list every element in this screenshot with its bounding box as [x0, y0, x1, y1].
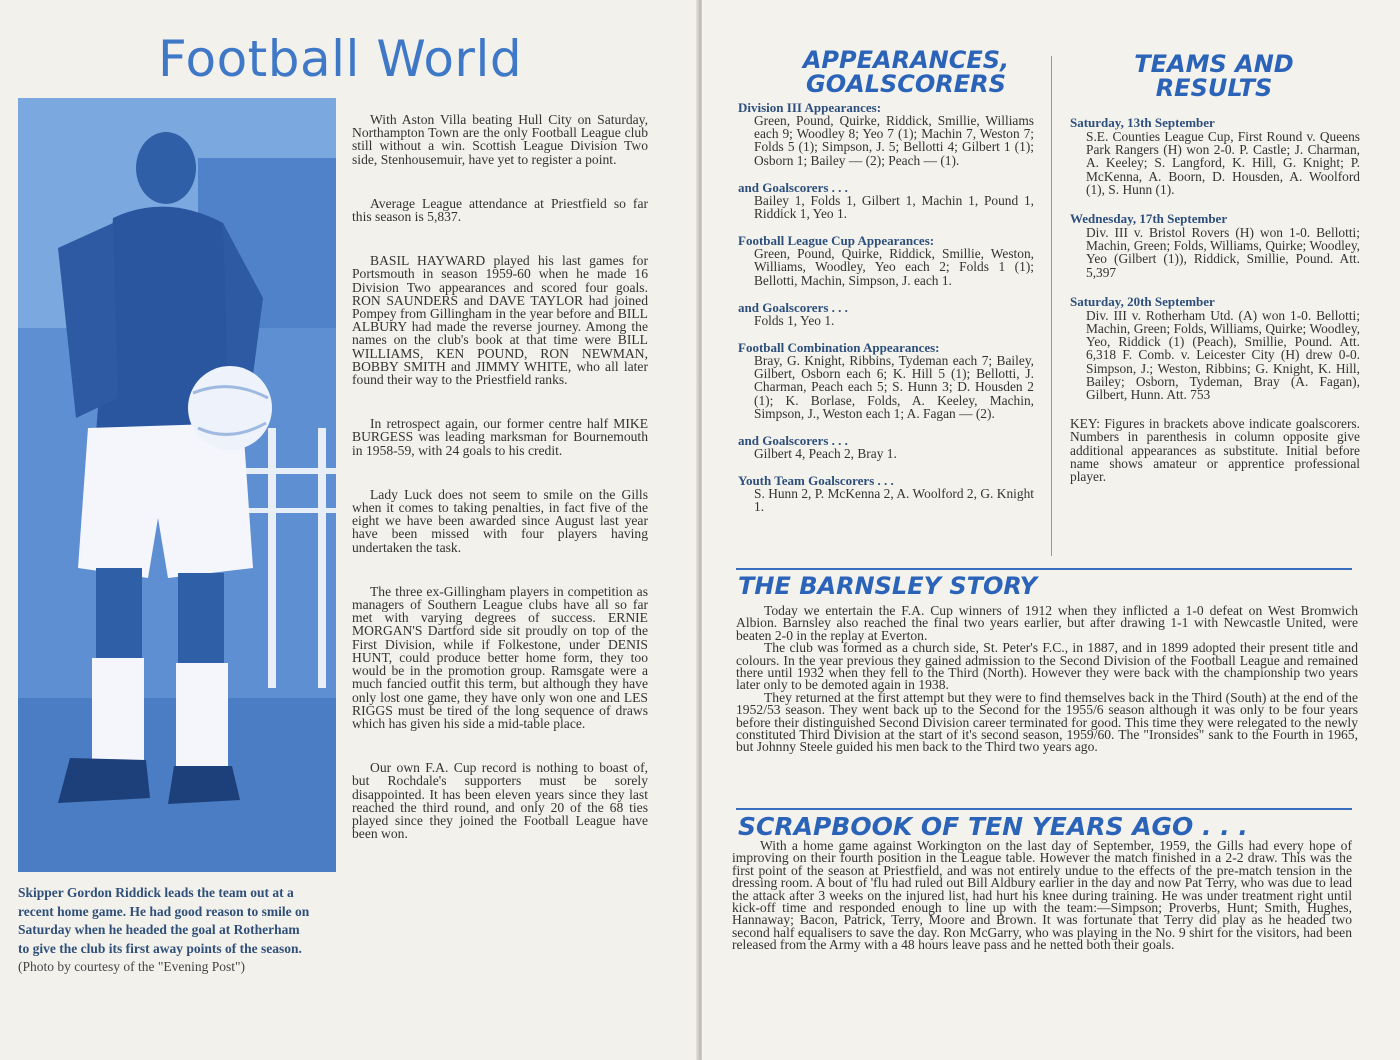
teams-heading: [1078, 52, 1350, 100]
photo-credit: (Photo by courtesy of the "Evening Post"): [18, 959, 245, 974]
appearances-subheading: Football League Cup Appearances:: [738, 233, 935, 249]
appearances-text: Gilbert 4, Peach 2, Bray 1.: [754, 446, 897, 462]
match-report: Div. III v. Bristol Rovers (H) won 1-0. Bellotti; Machin, Green; Folds, Williams, Quirke; Woodley, Yeo (Gilbert (1)), Riddick, Smillie, Pound. Att. 5,397: [1086, 225, 1360, 280]
appearances-text: S. Hunn 2, P. McKenna 2, A. Woolford 2, G. Knight 1.: [754, 486, 1034, 515]
appearances-heading-line: GOALSCORERS: [806, 70, 1006, 98]
appearances-subheading: Division III Appearances:: [738, 100, 882, 115]
news-item: BASIL HAYWARD played his last games for Portsmouth in season 1959-60 when he made 16 Division Two appearances and scored four goals. RON SAUNDERS and DAVE TAYLOR had joined Pompey from Gillingham in the year before and BILL ALBURY had made the reverse journey. Among the names on the club's book at that time were BILL WILLIAMS, KEN POUND, RON NEWMAN, BOBBY SMITH and JIMMY WHITE, who all later found their way to the Priestfield ranks.: [352, 253, 648, 388]
teams-heading-line: RESULTS: [1155, 74, 1273, 102]
scrapbook-paragraph: With a home game against Workington on the last day of September, 1959, the Gills had every hope of improving on their fourth position in the League table. However the match finished in a 2-2 draw. This was the first point of the season at Priestfield, and was not entirely undue to the effects of the pre-match tension in the dressing room. A bout of 'flu had ruled out Bill Aldbury earlier in the day and now Pat Terry, who was due to lead the attack after 3 weeks on the injured list, had hurt his knee during training. He was under treatment right until kick-off time and responded enough to line up with the team:—Simpson; Proverbs, Hunt; Smith, Hughes, Hannaway; Bacon, Patrick, Terry, Moore and Brown. It was fortunate that Terry did play as he headed two second half equalisers to save the day. Ron McGarry, who was playing in the No. 9 shirt for the visitors, had been released from the Army with a 48 hours leave pass and he netted both their goals.: [732, 838, 1352, 953]
appearances-subheading: Football Combination Appearances:: [738, 340, 940, 356]
barnsley-paragraph: They returned at the first attempt but they were to find themselves back in the Third (South) at the end of the 1952/53 season. They went back up to the Second for the 1955/6 season although it was only to be four years before their distinguished Second Division career terminated for good. This time they were relegated to the newly constituted Third Division at the start of it's second season, 1959/60. The "Ironsides" sank to the Fourth in 1965, but Johnny Steele guided his men back to the Third two years ago.: [736, 689, 1358, 755]
news-item: Our own F.A. Cup record is nothing to boast of, but Rochdale's supporters must be sorely disappointed. It has been eleven years since they last reached the third round, and only 20 of the 68 ties played since they joined the Football League have been won.: [352, 760, 648, 842]
appearances-column: [738, 101, 1034, 528]
appearances-heading: [746, 48, 1066, 96]
appearances-text: Bray, G. Knight, Ribbins, Tydeman each 7; Bailey, Gilbert, Osborn each 6; K. Hill 5 (1); Bellotti, J. Charman, Peach each 5; S. Hunn 3; D. Housden 2 (1); K. Borlase, Folds, A. Keeley, Machin, Simpson, J., Weston each 1; A. Fagan — (2).: [754, 353, 1034, 421]
appearances-heading-line: APPEARANCES,: [802, 46, 1010, 74]
results-key: KEY: Figures in brackets above indicate goalscorers. Numbers in parenthesis in column opposite give additional appearances as substitute. Initial before name shows amateur or apprentice professional player.: [1070, 416, 1360, 485]
results-column: [1070, 116, 1360, 483]
section-rule: [736, 568, 1352, 570]
news-item: With Aston Villa beating Hull City on Saturday, Northampton Town are the only Football League club still without a win. Scottish League Division Two side, Stenhousemuir, have yet to register a point.: [352, 112, 648, 167]
left-page: [0, 0, 698, 1060]
barnsley-heading: THE BARNSLEY STORY: [738, 572, 1038, 600]
news-item: Lady Luck does not seem to smile on the Gills when it comes to taking penalties, in fact five of the eight we have been awarded since August last year have been missed with four players having undertaken the task.: [352, 486, 648, 555]
right-page: [702, 0, 1400, 1060]
appearances-text: Bailey 1, Folds 1, Gilbert 1, Machin 1, Pound 1, Riddick 1, Yeo 1.: [754, 192, 1034, 222]
column-divider: [1051, 56, 1052, 556]
appearances-subheading: and Goalscorers . . .: [738, 299, 848, 315]
match-date: Saturday, 20th September: [1070, 293, 1215, 309]
page-title: Football World: [158, 30, 523, 88]
news-column: [352, 113, 648, 871]
news-item: In retrospect again, our former centre half MIKE BURGESS was leading marksman for Bournemouth in 1958-59, with 24 goals to his credit.: [352, 416, 648, 458]
appearances-text: Folds 1, Yeo 1.: [754, 312, 835, 328]
appearances-text: Green, Pound, Quirke, Riddick, Smillie, Weston, Williams, Woodley, Yeo each 2; Folds 1 (1); Bellotti, Machin, Simpson, J. each 1.: [754, 246, 1034, 288]
match-date: Wednesday, 17th September: [1070, 211, 1228, 227]
news-item: The three ex-Gillingham players in competition as managers of Southern League clubs have all so far met with varying degrees of success. ERNIE MORGAN'S Dartford side sit proudly on top of the First Division, while if Folkestone, under DENIS HUNT, could produce better home form, they too would be in the promotion group. Ramsgate were a much fancied outfit this term, but although they have only lost one game, they have only won one and LES RIGGS must be tired of the long sequence of draws which has given his side a mid-table place.: [352, 583, 648, 731]
player-photo: [18, 98, 336, 872]
appearances-subheading: Youth Team Goalscorers . . .: [738, 473, 894, 489]
appearances-text: Green, Pound, Quirke, Riddick, Smillie, Williams each 9; Woodley 8; Yeo 7 (1); Machin 7, Weston 7; Folds 5 (1); Simpson, J. 5; Bellotti 4; Gilbert 1 (1); Osborn 1; Bailey — (2); Peach — (1).: [754, 113, 1034, 168]
scrapbook-story: [732, 840, 1352, 952]
caption-text: Skipper Gordon Riddick leads the team out at a recent home game. He had good reason to smile on Saturday when he headed the goal at Rotherham to give the club its first away points of the season.: [18, 885, 310, 956]
appearances-subheading: and Goalscorers . . .: [738, 179, 848, 195]
match-date: Saturday, 13th September: [1070, 115, 1215, 130]
scrapbook-heading: SCRAPBOOK OF TEN YEARS AGO . . .: [738, 812, 1248, 841]
appearances-subheading: and Goalscorers . . .: [738, 433, 848, 449]
photo-caption: [18, 884, 310, 977]
barnsley-story: [736, 605, 1358, 754]
match-report: Div. III v. Rotherham Utd. (A) won 1-0. Bellotti; Machin, Green; Folds, Williams, Quirke; Woodley, Yeo, Riddick (1) (Peach), Smillie, Pound. Att. 6,318 F. Comb. v. Leicester City (H) drew 0-0. Simpson, J.; Weston, Ribbins; G. Knight, K. Hill, Bailey; Osborn, Tydeman, Bray (A. Fagan), Gilbert, Hunn. Att. 753: [1086, 307, 1360, 403]
barnsley-paragraph: The club was formed as a church side, St. Peter's F.C., in 1887, and in 1899 adopted their present title and colours. In the year previous they gained admission to the Second Division of the Football League and remained there until 1932 when they fell to the Third (North). However they were back with the championship two years later only to be demoted again in 1938.: [736, 640, 1358, 693]
news-item: Average League attendance at Priestfield so far this season is 5,837.: [352, 195, 648, 225]
section-rule: [736, 808, 1352, 810]
barnsley-paragraph: Today we entertain the F.A. Cup winners of 1912 when they inflicted a 1-0 defeat on West Bromwich Albion. Barnsley also reached the final two years earlier, but after drawing 1-1 with Newcastle United, were beaten 2-0 in the replay at Everton.: [736, 603, 1358, 643]
teams-heading-line: TEAMS AND: [1134, 50, 1294, 78]
match-report: S.E. Counties League Cup, First Round v. Queens Park Rangers (H) won 2-0. P. Castle; J. Charman, A. Keeley; S. Langford, K. Hill, G. Knight; P. McKenna, A. Boorn, D. Housden, A. Woolford (1), S. Hunn (1).: [1086, 129, 1360, 197]
